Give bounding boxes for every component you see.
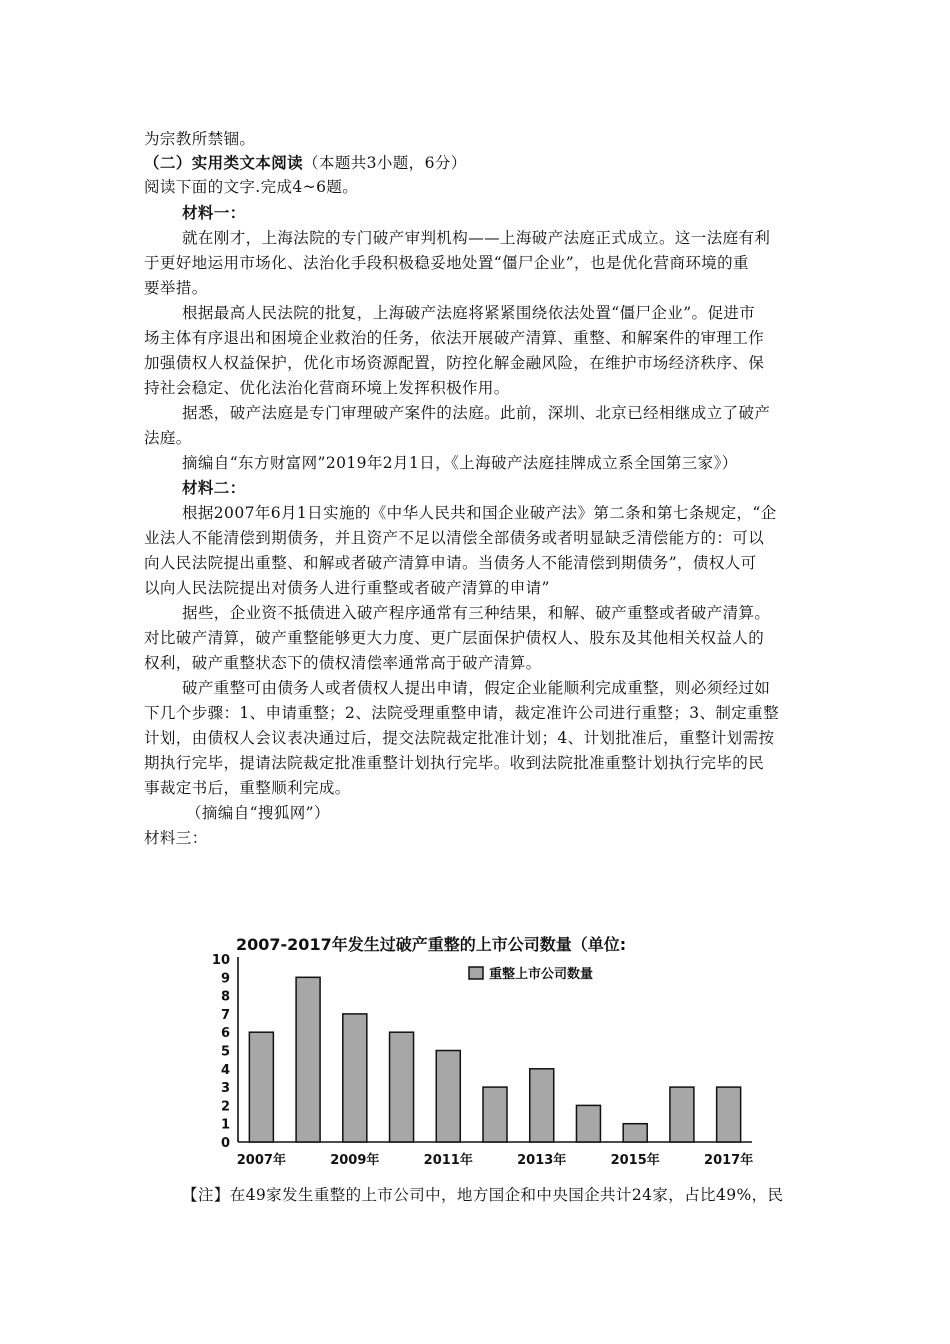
bar bbox=[343, 1014, 367, 1142]
bar bbox=[670, 1087, 694, 1142]
bar bbox=[249, 1032, 273, 1142]
section-title: （二）实用类文本阅读 bbox=[144, 153, 304, 172]
text-line: 对比破产清算，破产重整能够更大力度、更广层面保护债权人、股东及其他相关权益人的 bbox=[144, 629, 765, 647]
legend-swatch bbox=[469, 967, 483, 979]
text-line: 持社会稳定、优化法治化营商环境上发挥积极作用。 bbox=[144, 379, 510, 397]
text-line: 根据最高人民法院的批复，上海破产法庭将紧紧围绕依法处置“僵尸企业”。促进市 bbox=[182, 304, 756, 322]
text-line: 据些，企业资不抵债进入破产程序通常有三种结果，和解、破产重整或者破产清算。 bbox=[182, 604, 771, 622]
bar bbox=[530, 1069, 554, 1142]
x-tick-label: 2011年 bbox=[423, 1153, 473, 1168]
bar bbox=[296, 977, 320, 1142]
bar bbox=[717, 1087, 741, 1142]
bar bbox=[483, 1087, 507, 1142]
y-tick-label: 2 bbox=[220, 1099, 230, 1115]
text-line: 加强债权人权益保护，优化市场资源配置，防控化解金融风险，在维护市场经济秩序、保 bbox=[144, 354, 765, 372]
text-line: 为宗教所禁锢。 bbox=[144, 130, 256, 148]
y-tick-label: 8 bbox=[220, 989, 230, 1005]
text-line: 计划，由债权人会议表决通过后，提交法院裁定批准计划；4、计划批准后，重整计划需按 bbox=[144, 729, 775, 747]
chart-title: 2007-2017年发生过破产重整的上市公司数量（单位: bbox=[236, 935, 627, 954]
instruction-line: 阅读下面的文字.完成4~6题。 bbox=[144, 178, 359, 196]
y-tick-label: 1 bbox=[220, 1117, 230, 1133]
section-heading bbox=[144, 153, 814, 173]
bar bbox=[436, 1051, 460, 1143]
y-tick-label: 3 bbox=[220, 1081, 230, 1097]
text-line: 权利，破产重整状态下的债权清偿率通常高于破产清算。 bbox=[144, 654, 542, 672]
text-line: 法庭。 bbox=[144, 429, 192, 447]
text-line: 业法人不能清偿到期债务，并且资产不足以清偿全部债务或者明显缺乏清偿能方的：可以 bbox=[144, 529, 765, 547]
text-line: 向人民法院提出重整、和解或者破产清算申请。当债务人不能清偿到期债务”，债权人可 bbox=[144, 554, 757, 572]
text-line: 就在刚才，上海法院的专门破产审判机构——上海破产法庭正式成立。这一法庭有利 bbox=[182, 229, 771, 247]
text-line: 以向人民法院提出对债务人进行重整或者破产清算的申请” bbox=[144, 579, 550, 597]
text-line: 破产重整可由债务人或者债权人提出申请，假定企业能顺利完成重整，则必须经过如 bbox=[182, 679, 771, 697]
x-tick-label: 2013年 bbox=[517, 1153, 567, 1168]
text-line: 期执行完毕，提请法院裁定批准重整计划执行完毕。收到法院批准重整计划执行完毕的民 bbox=[144, 754, 765, 772]
material-2-title: 材料二： bbox=[182, 478, 246, 497]
x-tick-label: 2007年 bbox=[236, 1153, 286, 1168]
text-line: 于更好地运用市场化、法治化手段积极稳妥地处置“僵尸企业”，也是优化营商环境的重 bbox=[144, 254, 749, 272]
y-tick-label: 10 bbox=[211, 953, 230, 968]
note-line: 【注】在49家发生重整的上市公司中，地方国企和中央国企共计24家，占比49%，民 bbox=[182, 1186, 784, 1204]
bar bbox=[390, 1032, 414, 1142]
material-3-title: 材料三： bbox=[144, 829, 208, 847]
text-line: 根据2007年6月1日实施的《中华人民共和国企业破产法》第二条和第七条规定，“企 bbox=[182, 504, 777, 522]
x-tick-label: 2009年 bbox=[330, 1153, 380, 1168]
x-tick-label: 2017年 bbox=[704, 1153, 754, 1168]
text-line: 据悉，破产法庭是专门审理破产案件的法庭。此前，深圳、北京已经相继成立了破产 bbox=[182, 404, 771, 422]
text-line: 要举措。 bbox=[144, 279, 208, 297]
bar-chart bbox=[0, 930, 950, 1175]
y-tick-label: 5 bbox=[220, 1044, 230, 1060]
y-tick-label: 4 bbox=[220, 1062, 230, 1078]
bar bbox=[623, 1124, 647, 1142]
text-line: 下几个步骤：1、申请重整；2、法院受理重整申请，裁定准许公司进行重整；3、制定重整 bbox=[144, 704, 779, 722]
bar-chart-svg bbox=[0, 930, 950, 1175]
bar bbox=[576, 1105, 600, 1142]
source-citation: （摘编自“搜狐网”） bbox=[186, 804, 330, 822]
legend-label: 重整上市公司数量 bbox=[489, 967, 594, 982]
source-citation: 摘编自“东方财富网”2019年2月1日，《上海破产法庭挂牌成立系全国第三家》） bbox=[182, 454, 738, 472]
section-note: （本题共3小题，6分） bbox=[303, 154, 467, 172]
y-tick-label: 0 bbox=[220, 1136, 230, 1151]
y-tick-label: 9 bbox=[220, 971, 230, 987]
material-1-title: 材料一： bbox=[182, 203, 246, 222]
text-line: 场主体有序退出和困境企业救治的任务，依法开展破产清算、重整、和解案件的审理工作 bbox=[144, 329, 765, 347]
y-tick-label: 7 bbox=[220, 1007, 230, 1023]
y-tick-label: 6 bbox=[220, 1026, 230, 1042]
x-tick-label: 2015年 bbox=[610, 1153, 660, 1168]
text-line: 事裁定书后，重整顺利完成。 bbox=[144, 779, 351, 797]
